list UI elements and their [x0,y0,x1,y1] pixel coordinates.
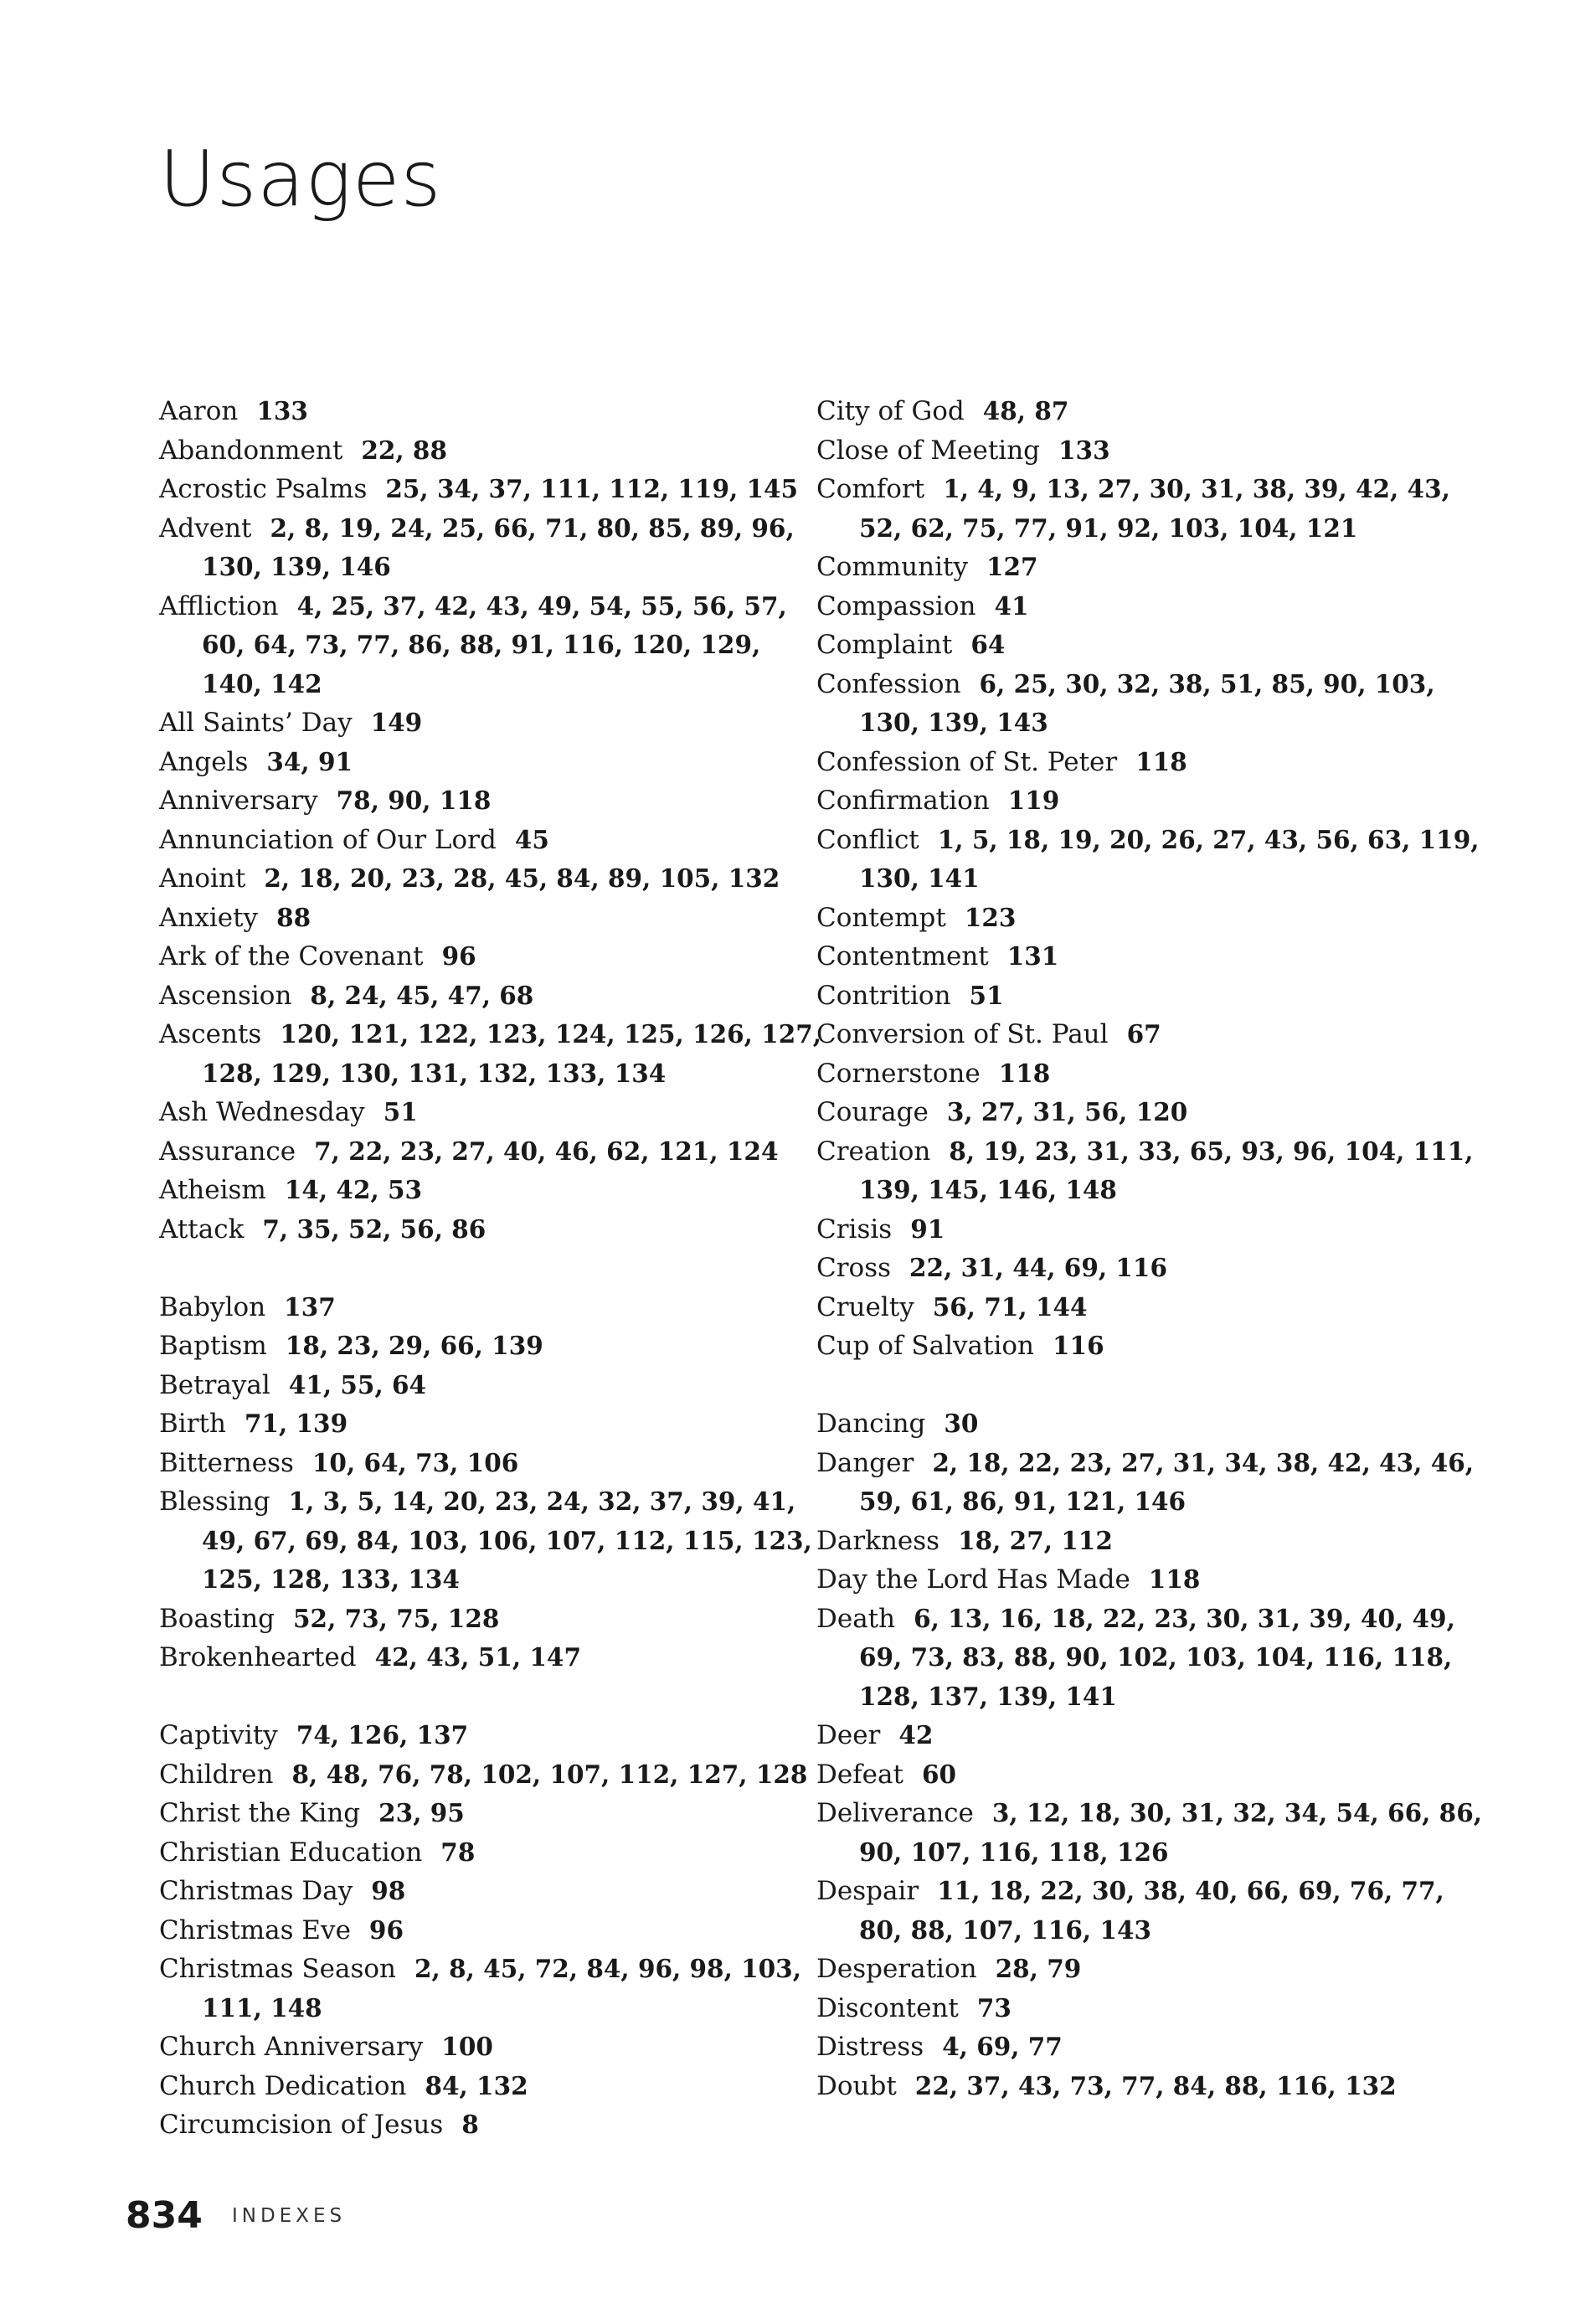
index-entry [816,1560,1486,1600]
psalm-references: 2, 18, 20, 23, 28, 45, 84, 89, 105, 132 [264,863,780,893]
index-entry [816,1015,1486,1054]
index-term: Ascents [159,1019,262,1049]
psalm-references: 8, 48, 76, 78, 102, 107, 112, 127, 128 [291,1759,808,1789]
psalm-references: 118 [1148,1564,1201,1594]
index-entry [159,937,829,976]
index-entry [816,1872,1486,1950]
psalm-references: 7, 35, 52, 56, 86 [262,1214,486,1244]
index-term: Contentment [816,941,989,971]
psalm-references: 48, 87 [982,396,1069,425]
psalm-references: 8 [461,2110,479,2139]
index-entry [159,1015,829,1093]
psalm-references: 84, 132 [425,2070,528,2100]
index-term: Church Anniversary [159,2032,424,2062]
index-term: Confession [816,668,961,699]
psalm-references: 60 [921,1759,957,1789]
index-entry [159,1404,829,1444]
index-term: Community [816,552,968,582]
index-term: Attack [159,1214,245,1244]
index-term: Conflict [816,824,919,855]
index-term: Children [159,1759,274,1790]
index-term: Creation [816,1136,931,1167]
psalm-references: 131 [1006,941,1059,971]
index-term: Atheism [159,1175,266,1205]
index-entry [159,587,829,704]
index-entry [159,743,829,782]
index-term: Contempt [816,902,946,933]
index-entry [816,2028,1486,2067]
index-entry [159,703,829,743]
index-entry [159,859,829,899]
index-term: Deer [816,1720,881,1750]
psalm-references: 51 [969,980,1004,1010]
index-entry [159,470,829,509]
index-entry [816,1522,1486,1561]
psalm-references: 52, 73, 75, 128 [293,1603,500,1633]
index-term: Captivity [159,1720,278,1750]
psalm-references: 4, 25, 37, 42, 43, 49, 54, 55, 56, 57, 60, 64, 73, 77, 86, 88, 91, 116, 120, 129, 140, 142 [202,590,787,698]
index-term: Bitterness [159,1447,294,1478]
index-entry [159,1171,829,1210]
index-entry [816,1950,1486,1989]
index-term: Despair [816,1876,919,1906]
psalm-references: 3, 27, 31, 56, 120 [946,1097,1188,1126]
psalm-references: 1, 5, 18, 19, 20, 26, 27, 43, 56, 63, 119, 130, 141 [859,824,1480,893]
index-term: Acrostic Psalms [159,474,368,504]
psalm-references: 4, 69, 77 [942,2032,1063,2061]
index-entry [159,2105,829,2145]
letter-group-gap [159,1677,829,1717]
index-entry [159,1638,829,1677]
psalm-references: 18, 23, 29, 66, 139 [285,1331,543,1360]
index-entry [159,509,829,587]
psalm-references: 25, 34, 37, 111, 112, 119, 145 [385,474,799,503]
page-title: Usages [159,134,442,224]
psalm-references: 133 [256,396,308,425]
psalm-references: 8, 19, 23, 31, 33, 65, 93, 96, 104, 111, 139, 145, 146, 148 [859,1136,1474,1204]
index-term: Conversion of St. Paul [816,1019,1109,1049]
index-entry [816,1989,1486,2028]
index-entry [159,1600,829,1639]
index-entry [159,1210,829,1250]
psalm-references: 64 [970,630,1006,659]
psalm-references: 28, 79 [995,1954,1082,1983]
index-entry [816,1600,1486,1717]
index-term: Annunciation of Our Lord [159,824,497,855]
index-term: Anniversary [159,786,318,816]
psalm-references: 98 [371,1876,406,1905]
index-term: City of God [816,396,965,426]
index-term: Ark of the Covenant [159,941,424,971]
psalm-references: 51 [383,1097,418,1126]
psalm-references: 3, 12, 18, 30, 31, 32, 34, 54, 66, 86, 90, 107, 116, 118, 126 [859,1798,1483,1867]
psalm-references: 118 [1135,746,1187,776]
letter-group-gap [159,1249,829,1288]
index-entry [816,548,1486,587]
index-term: Defeat [816,1759,903,1790]
index-term: Christ the King [159,1798,361,1828]
index-term: Deliverance [816,1798,974,1828]
letter-group-gap [816,1366,1486,1405]
index-term: Aaron [159,396,239,426]
index-term: Danger [816,1447,914,1478]
index-term: Church Dedication [159,2070,407,2101]
index-entry [816,1444,1486,1522]
index-entry [816,743,1486,782]
psalm-references: 137 [284,1291,336,1322]
psalm-references: 8, 24, 45, 47, 68 [310,980,534,1010]
psalm-references: 78, 90, 118 [336,786,492,815]
index-entry [816,976,1486,1016]
index-term: Christmas Eve [159,1914,351,1945]
psalm-references: 10, 64, 73, 106 [311,1447,519,1477]
page-footer [126,2194,346,2237]
index-term: Blessing [159,1487,270,1517]
index-term: Cruelty [816,1291,914,1322]
psalm-references: 23, 95 [378,1798,465,1827]
index-entry [159,1482,829,1600]
index-entry [159,976,829,1016]
index-entry [816,2067,1486,2106]
index-term: Death [816,1603,896,1634]
psalm-references: 34, 91 [266,746,353,776]
index-entry [159,2028,829,2067]
index-entry [816,1249,1486,1288]
index-entry [159,1288,829,1327]
psalm-references: 133 [1058,435,1110,465]
index-entry [816,1288,1486,1327]
index-term: Darkness [816,1525,940,1556]
psalm-references: 78 [440,1837,476,1867]
index-term: Abandonment [159,435,343,466]
index-entry [816,937,1486,976]
index-entry [816,1716,1486,1755]
index-entry [159,899,829,938]
index-term: Day the Lord Has Made [816,1564,1130,1595]
index-entry [159,781,829,821]
psalm-references: 119 [1007,786,1060,815]
psalm-references: 22, 37, 43, 73, 77, 84, 88, 116, 132 [914,2070,1397,2100]
index-term: Birth [159,1409,226,1439]
index-term: Affliction [159,590,279,621]
psalm-references: 73 [976,1992,1011,2023]
psalm-references: 71, 139 [244,1409,348,1438]
index-term: Christmas Day [159,1876,353,1906]
psalm-references: 2, 8, 19, 24, 25, 66, 71, 80, 85, 89, 96, 130, 139, 146 [202,513,795,581]
page-number: 834 [126,2194,203,2237]
index-entry [816,470,1486,548]
psalm-references: 6, 13, 16, 18, 22, 23, 30, 31, 39, 40, 49, 69, 73, 83, 88, 90, 102, 103, 104, 116, 118, 128, 137, 139, 141 [859,1603,1455,1711]
index-term: Anxiety [159,902,259,933]
psalm-references: 56, 71, 144 [932,1291,1088,1322]
index-entry [159,431,829,471]
index-column-right [816,392,1486,2105]
psalm-references: 42, 43, 51, 147 [374,1642,581,1672]
index-entry [159,1950,829,2028]
psalm-references: 149 [370,708,423,737]
psalm-references: 14, 42, 53 [284,1175,423,1204]
psalm-references: 11, 18, 22, 30, 38, 40, 66, 69, 76, 77, 80, 88, 107, 116, 143 [859,1876,1444,1945]
index-entry [816,1404,1486,1444]
psalm-references: 123 [964,902,1017,932]
psalm-references: 41, 55, 64 [288,1369,427,1399]
psalm-references: 88 [276,902,311,932]
index-term: Crisis [816,1214,893,1244]
index-term: Contrition [816,980,951,1011]
index-entry [159,1794,829,1833]
index-term: Cross [816,1253,892,1283]
index-term: Babylon [159,1291,266,1322]
index-term: Ash Wednesday [159,1097,365,1127]
psalm-references: 100 [441,2032,493,2061]
index-entry [816,1794,1486,1872]
index-term: Cornerstone [816,1058,981,1089]
psalm-references: 74, 126, 137 [296,1720,469,1749]
index-entry [816,392,1486,431]
index-entry [816,821,1486,899]
index-term: Courage [816,1097,929,1127]
index-entry [816,665,1486,743]
index-entry [816,431,1486,471]
psalm-references: 118 [998,1058,1051,1088]
psalm-references: 45 [514,824,549,854]
index-term: All Saints’ Day [159,708,353,738]
index-entry [159,821,829,860]
index-term: Cup of Salvation [816,1331,1035,1361]
index-term: Assurance [159,1136,296,1167]
index-term: Anoint [159,863,246,894]
index-entry [159,1444,829,1483]
index-term: Christmas Season [159,1954,397,1984]
index-entry [159,1093,829,1132]
index-entry [816,1755,1486,1795]
index-term: Complaint [816,630,953,660]
index-term: Angels [159,746,249,777]
psalm-references: 127 [986,552,1038,581]
index-term: Doubt [816,2070,897,2101]
index-term: Close of Meeting [816,435,1041,466]
index-entry [816,1093,1486,1132]
index-term: Baptism [159,1331,267,1361]
index-term: Christian Education [159,1837,423,1868]
index-column-left [159,392,829,2145]
index-entry [816,1054,1486,1094]
psalm-references: 6, 25, 30, 32, 38, 51, 85, 90, 103, 130, 139, 143 [859,668,1435,737]
index-term: Comfort [816,474,925,504]
index-entry [816,587,1486,626]
psalm-references: 91 [910,1214,945,1244]
psalm-references: 1, 4, 9, 13, 27, 30, 31, 38, 39, 42, 43, 52, 62, 75, 77, 91, 92, 103, 104, 121 [859,474,1450,543]
section-label: INDEXES [231,2204,347,2227]
index-term: Boasting [159,1603,275,1634]
index-entry [159,392,829,431]
psalm-references: 67 [1126,1019,1161,1049]
psalm-references: 22, 88 [361,435,447,465]
psalm-references: 2, 18, 22, 23, 27, 31, 34, 38, 42, 43, 46, 59, 61, 86, 91, 121, 146 [859,1447,1475,1516]
psalm-references: 120, 121, 122, 123, 124, 125, 126, 127, 128, 129, 130, 131, 132, 133, 134 [202,1019,822,1088]
index-term: Compassion [816,590,976,621]
index-entry [159,1872,829,1911]
index-entry [816,781,1486,821]
psalm-references: 2, 8, 45, 72, 84, 96, 98, 103, 111, 148 [202,1954,801,2023]
psalm-references: 41 [994,590,1029,621]
psalm-references: 96 [441,941,476,971]
psalm-references: 96 [368,1914,404,1945]
index-entry [159,1716,829,1755]
index-term: Confirmation [816,786,990,816]
psalm-references: 18, 27, 112 [958,1525,1113,1555]
index-entry [159,1132,829,1172]
index-entry [816,626,1486,665]
index-term: Distress [816,2032,924,2062]
index-term: Discontent [816,1992,959,2023]
index-term: Ascension [159,980,292,1011]
index-entry [159,1327,829,1366]
index-entry [159,1366,829,1405]
index-entry [159,1833,829,1873]
psalm-references: 22, 31, 44, 69, 116 [909,1253,1167,1282]
index-term: Betrayal [159,1369,270,1400]
index-term: Advent [159,513,252,544]
index-term: Desperation [816,1954,977,1984]
index-entry [159,1911,829,1950]
index-term: Dancing [816,1409,926,1439]
psalm-references: 1, 3, 5, 14, 20, 23, 24, 32, 37, 39, 41, 49, 67, 69, 84, 103, 106, 107, 112, 115, 123, 125, 128, 133, 134 [202,1487,812,1594]
index-entry [816,1132,1486,1210]
index-term: Confession of St. Peter [816,746,1118,777]
index-term: Circumcision of Jesus [159,2110,444,2140]
psalm-references: 30 [944,1409,979,1438]
index-entry [816,899,1486,938]
psalm-references: 116 [1053,1331,1104,1360]
psalm-references: 7, 22, 23, 27, 40, 46, 62, 121, 124 [314,1136,779,1166]
psalm-references: 42 [898,1720,934,1749]
index-entry [816,1327,1486,1366]
index-entry [816,1210,1486,1250]
index-entry [159,2067,829,2106]
index-term: Brokenhearted [159,1642,357,1672]
index-entry [159,1755,829,1795]
